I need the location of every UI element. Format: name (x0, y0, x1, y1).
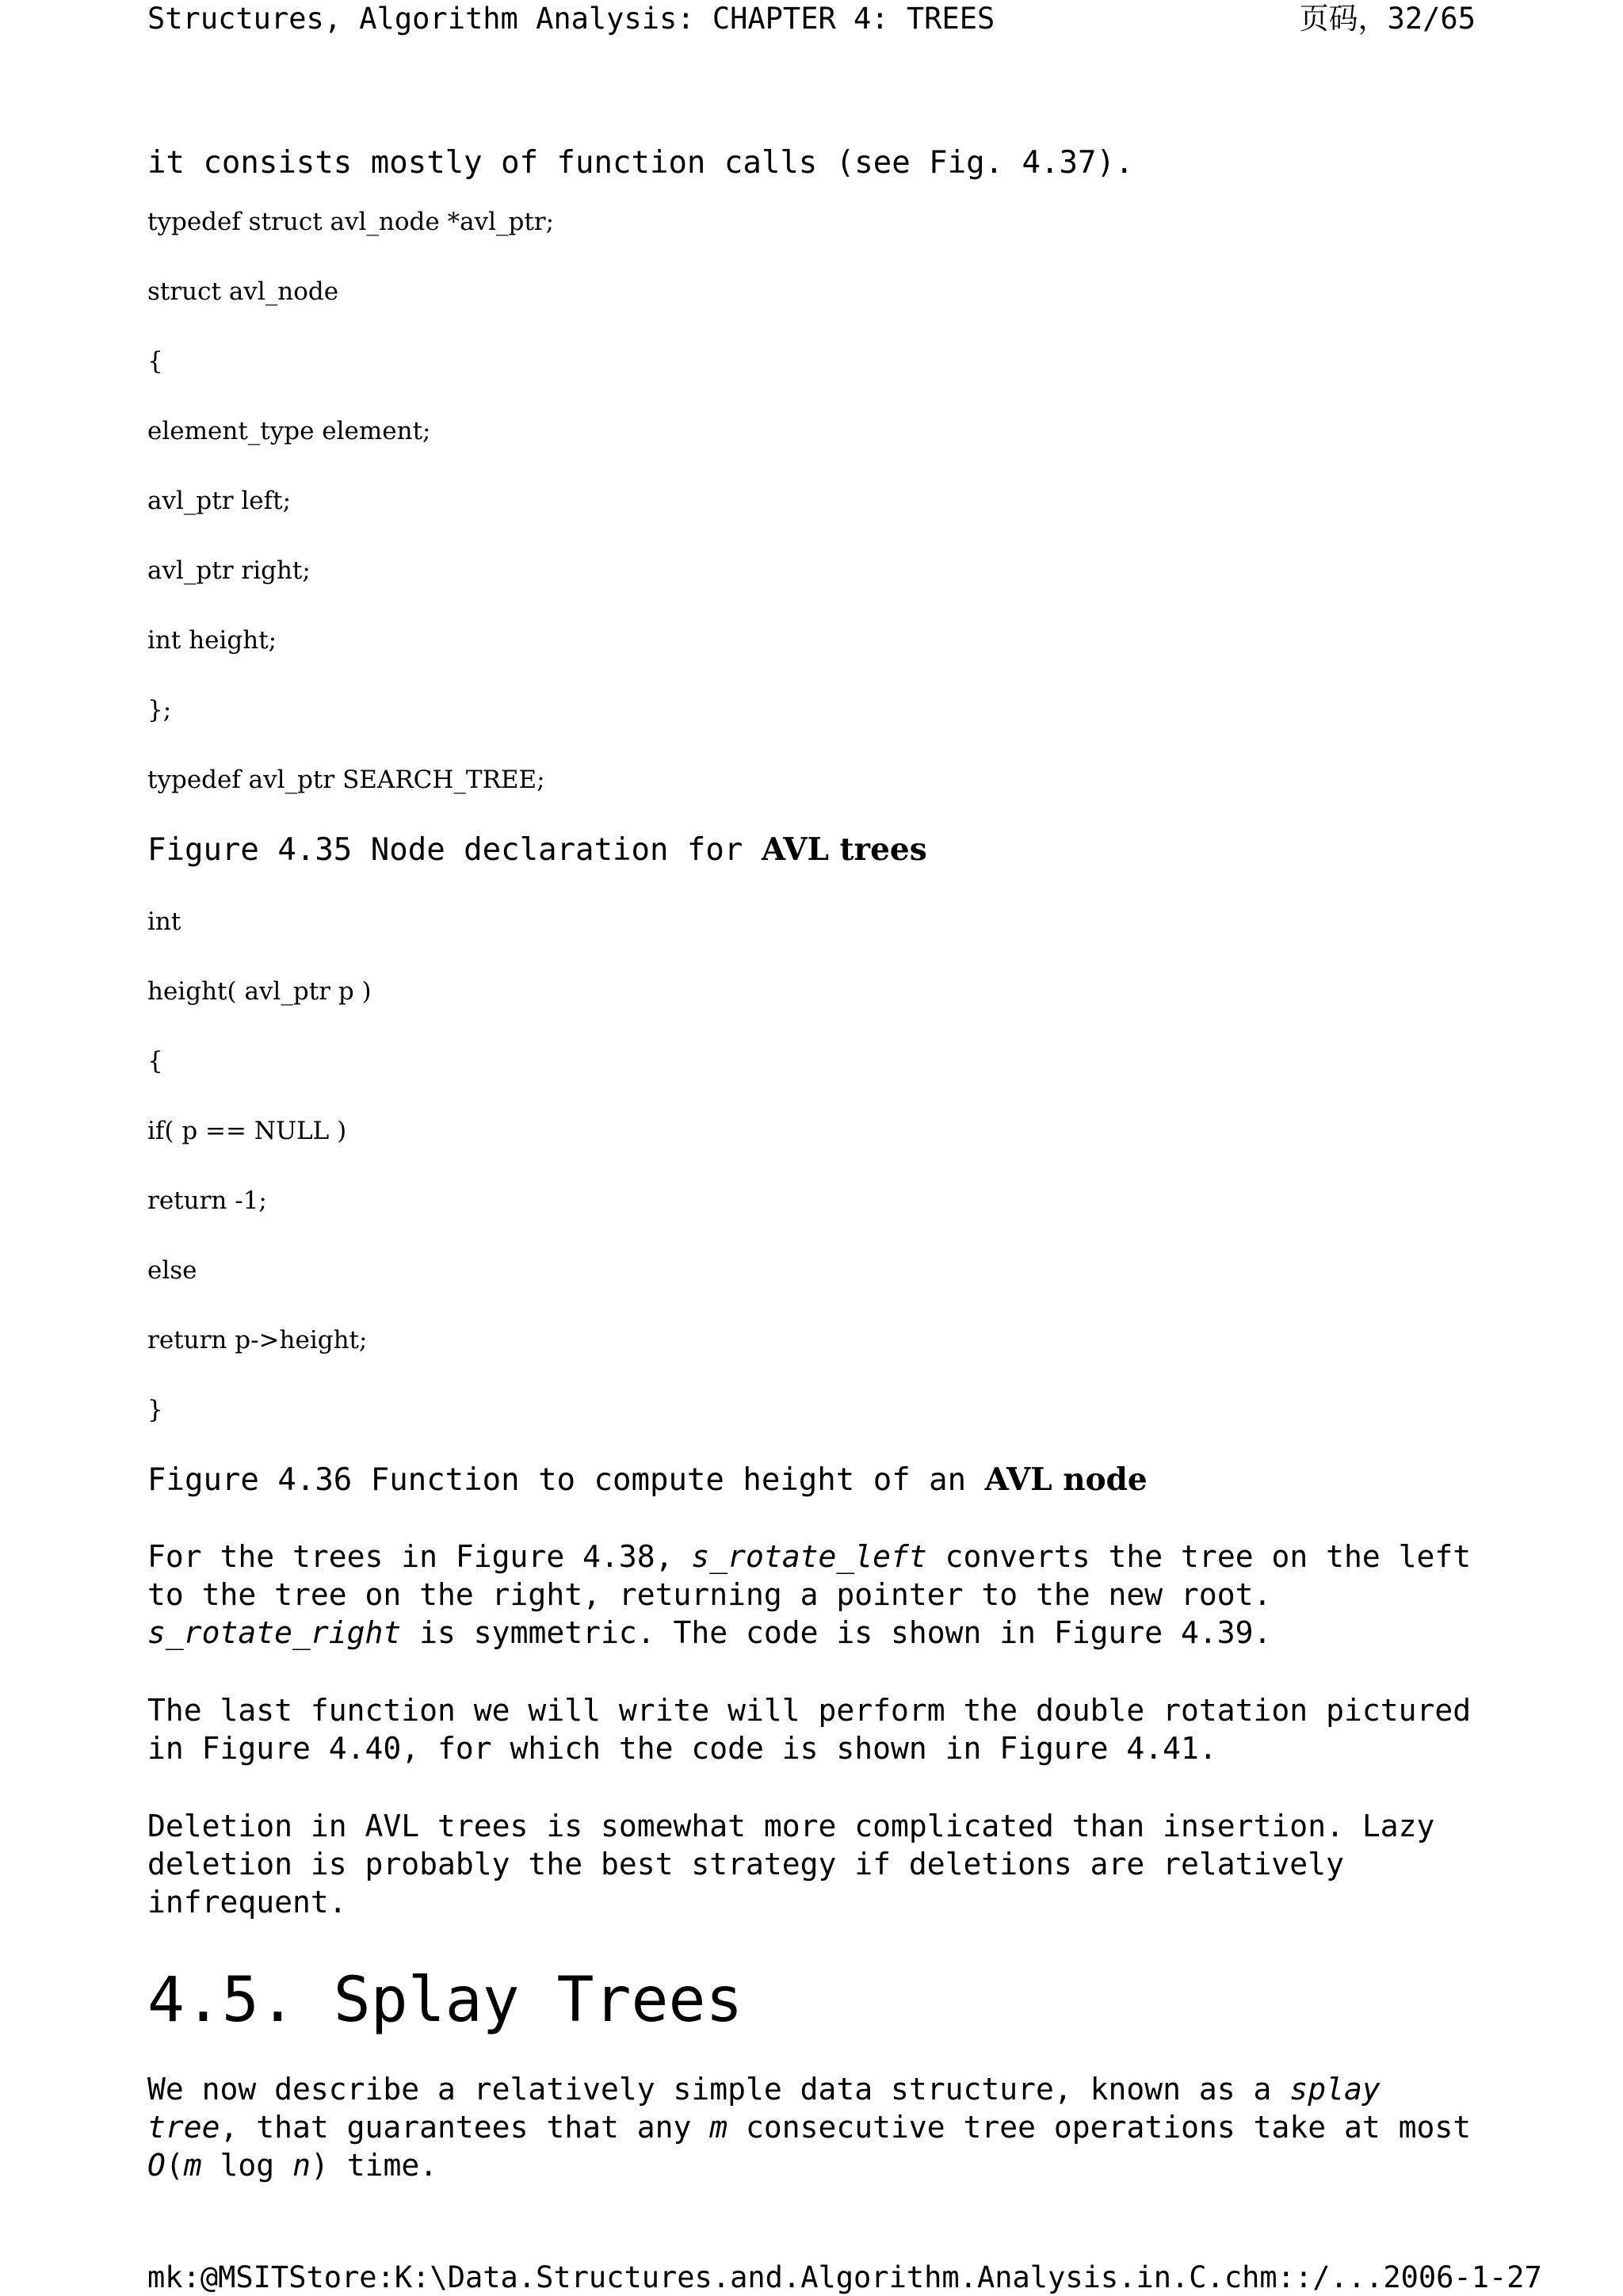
text-run: is symmetric. The code is shown in Figure 4.39. (401, 1615, 1272, 1650)
italic-term: m (183, 2148, 202, 2183)
code-line: { (147, 1047, 163, 1075)
code-line: int height; (147, 626, 277, 655)
figure-caption-4-36 (147, 1461, 1479, 1499)
code-line: avl_ptr right; (147, 556, 311, 585)
italic-term: s_rotate_left (691, 1539, 927, 1574)
code-line: { (147, 347, 163, 376)
footer-date: 2006-1-27 (1383, 2260, 1542, 2294)
italic-term: n (292, 2148, 311, 2183)
code-line: return -1; (147, 1186, 267, 1215)
italic-term: splay tree (147, 2072, 1381, 2145)
code-line: avl_ptr left; (147, 487, 292, 515)
code-block-avl-node (147, 206, 1479, 796)
code-line: else (147, 1256, 197, 1285)
italic-term: s_rotate_right (147, 1615, 402, 1650)
page-footer (147, 2260, 1542, 2295)
code-line: element_type element; (147, 417, 431, 445)
footer-source-path: mk:@MSITStore:K:\Data.Structures.and.Algorithm.Analysis.in.C.chm::/... (147, 2260, 1384, 2294)
code-line: }; (147, 696, 172, 724)
code-line: struct avl_node (147, 277, 339, 306)
paragraph-rotations (147, 1538, 1479, 1652)
caption-bold-text: AVL trees (761, 831, 927, 868)
page-content (147, 144, 1479, 2184)
code-line: typedef struct avl_node *avl_ptr; (147, 208, 555, 236)
code-line: typedef avl_ptr SEARCH_TREE; (147, 766, 545, 794)
code-line: return p->height; (147, 1326, 368, 1354)
code-line: height( avl_ptr p ) (147, 977, 372, 1006)
text-run: ) time. (310, 2148, 438, 2183)
page-header (147, 2, 1476, 36)
figure-caption-4-35 (147, 831, 1479, 869)
caption-text: Figure 4.35 Node declaration for (147, 832, 762, 868)
header-title: Structures, Algorithm Analysis: CHAPTER 4: TREES (147, 2, 995, 36)
italic-term: O (147, 2148, 166, 2183)
header-page-number: 页码，32/65 (1299, 2, 1476, 36)
text-run: log (201, 2148, 293, 2183)
italic-term: m (709, 2110, 728, 2145)
text-run: , that guarantees that any (220, 2110, 710, 2145)
caption-text: Figure 4.36 Function to compute height of an (147, 1462, 985, 1498)
code-block-height-function (147, 906, 1479, 1426)
text-run: ( (165, 2148, 184, 2183)
paragraph-deletion: Deletion in AVL trees is somewhat more complicated than insertion. Lazy deletion is probably the best strategy if deletions are relatively infrequent. (147, 1809, 1435, 1920)
paragraph-splay-intro (147, 2070, 1479, 2184)
section-title: 4.5. Splay Trees (147, 1965, 743, 2036)
caption-bold-text: AVL node (984, 1461, 1148, 1498)
text-run: consecutive tree operations take at most (727, 2110, 1472, 2145)
paragraph-double-rotation: The last function we will write will perform the double rotation pictured in Figure 4.40, for which the code is shown in Figure 4.41. (147, 1693, 1472, 1766)
text-run: For the trees in Figure 4.38, (147, 1539, 692, 1574)
code-line: } (147, 1396, 163, 1424)
text-run: We now describe a relatively simple data structure, known as a (147, 2072, 1290, 2107)
code-line: if( p == NULL ) (147, 1117, 347, 1145)
code-line: int (147, 907, 181, 936)
text-run: converts the tree on the left to the tree on the right, returning a pointer to the new root. (147, 1539, 1472, 1612)
intro-text: it consists mostly of function calls (see Fig. 4.37). (147, 145, 1134, 181)
